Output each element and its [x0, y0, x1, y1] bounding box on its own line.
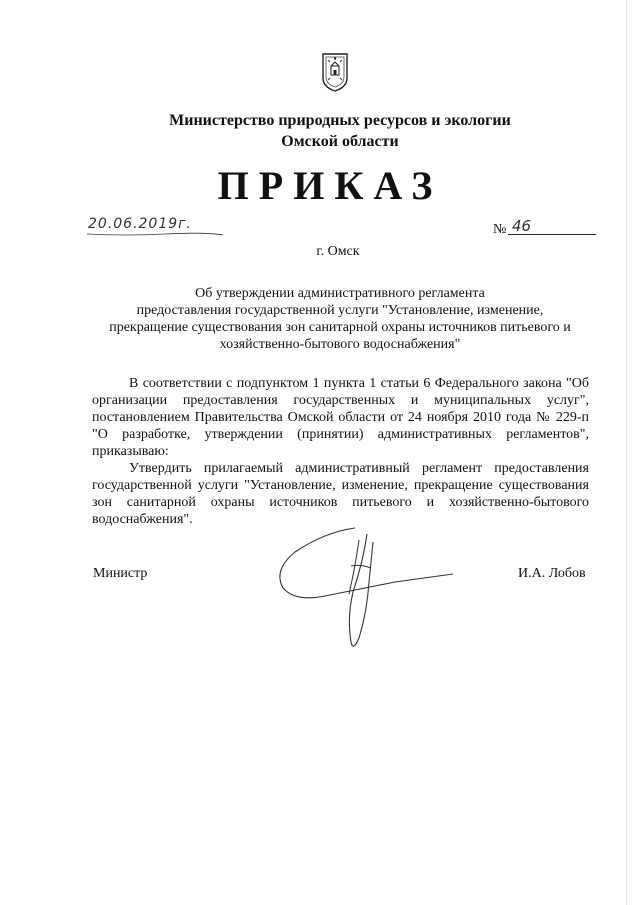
subject-line2: предоставления государственной услуги "Установление, изменение, [136, 303, 544, 318]
city: г. Омск [316, 244, 360, 259]
number-underline [508, 234, 596, 235]
order-subject [80, 285, 600, 353]
scan-edge-line [626, 0, 627, 905]
subject-line3: прекращение существования зон санитарной охраны источников питьевого и [109, 320, 571, 335]
body-paragraph2: Утвердить прилагаемый административный регламент предоставления государственной услуги "Установление, изменение, прекращение существования зон санитарной охраны источников питьевого и хозяйственно-бытового водоснабжения". [92, 461, 589, 527]
ministry-name [0, 110, 640, 152]
order-number: 46 [512, 217, 532, 235]
number-label: № [493, 222, 507, 237]
subject-line4: хозяйственно-бытового водоснабжения" [219, 337, 461, 352]
body-paragraph1: В соответствии с подпунктом 1 пункта 1 статьи 6 Федерального закона "Об организации предоставления государственных и муниципальных услуг", постановлением Правительства Омской области от 24 ноября 2010 года № 229-п "О разработке, утверждении (принятии) административных регламентов", приказываю: [92, 376, 589, 459]
ministry-line2: Омской области [281, 133, 399, 150]
order-date: 20.06.2019г. [88, 216, 192, 232]
order-body [92, 375, 589, 528]
document-title: ПРИКАЗ [217, 163, 443, 208]
signatory-name: И.А. Лобов [518, 566, 586, 581]
subject-line1: Об утверждении административного регламента [195, 286, 485, 301]
signatory-position: Министр [93, 566, 148, 581]
coat-of-arms-icon [320, 52, 350, 92]
ministry-line1: Министерство природных ресурсов и экологии [169, 112, 511, 129]
handwritten-signature [255, 522, 455, 662]
